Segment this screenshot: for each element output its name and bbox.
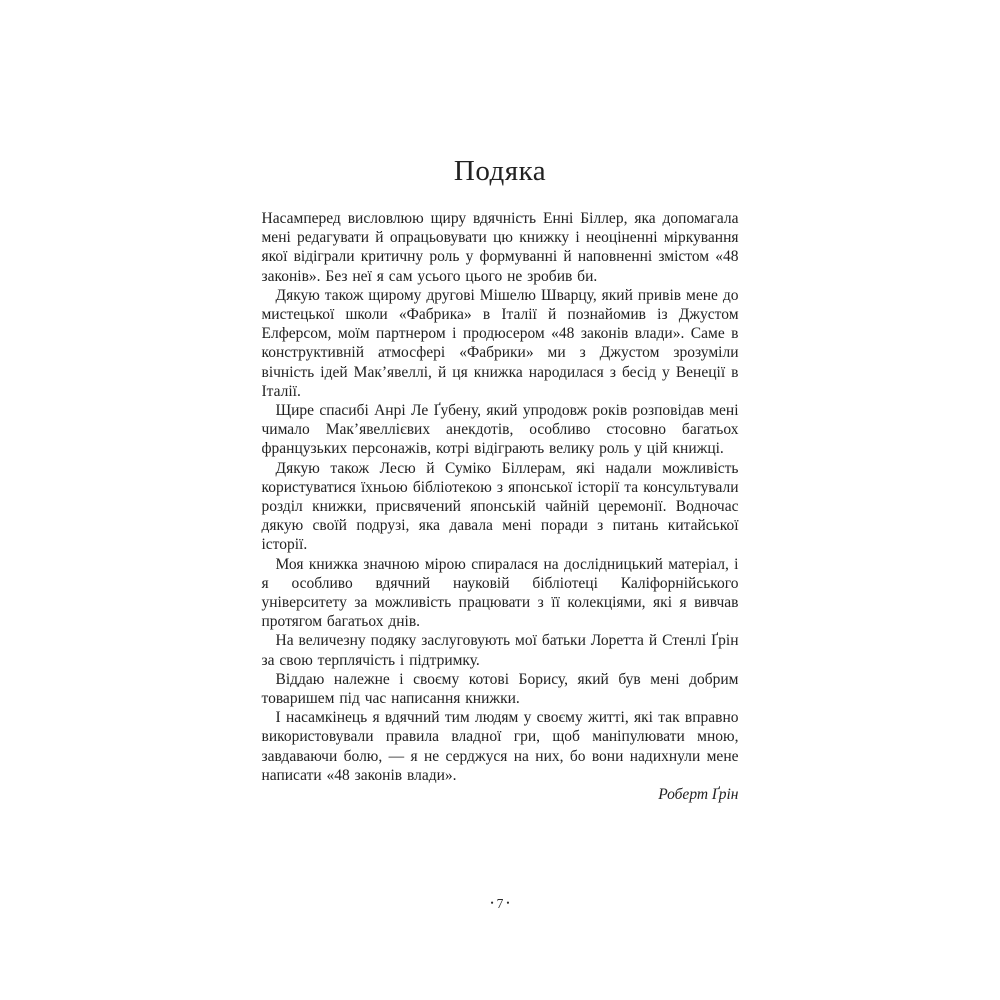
paragraph: Насамперед висловлюю щиру вдячність Енні Біллер, яка допомагала мені редагувати й опрацьовувати цю книжку і неоціненні міркування якої відіграли критичну роль у формуванні й наповненні змістом «48 законів». Без неї я сам усього цього не зробив би. [261,210,739,285]
paragraph: Дякую також щирому другові Мішелю Шварцу, який привів мене до мистецької школи «Фабрика» в Італії й познайомив із Джустом Елферсом, моїм партнером і продюсером «48 законів влади». Саме в конструктивній атмосфері «Фабрики» ми з Джустом зрозуміли вічність ідей Мак’явеллі, й ця книжка народилася з бесід у Венеції в Італії. [261,286,739,400]
folio-right-ornament: • [506,898,510,909]
paragraph: Моя книжка значною мірою спиралася на дослідницький матеріал, і я особливо вдячний науковій бібліотеці Каліфорнійського університету за можливість працювати з її колекціями, які я вивчав протягом багатьох днів. [261,555,739,631]
paragraph: На величезну подяку заслуговують мої батьки Лоретта й Стенлі Ґрін за свою терплячість і підтримку. [261,632,739,669]
author-signature: Роберт Ґрін [658,786,739,804]
paragraph: Дякую також Лесю й Суміко Біллерам, які надали можливість користуватися їхньою бібліотекою з японської історії та консультували розділ книжки, присвячений японській чайній церемонії. Водночас дякую своїй подрузі, яка давала мені поради з питань китайської історії. [261,459,739,554]
page-number [262,894,739,913]
paragraph: І насамкінець я вдячний тим людям у своєму житті, які так вправно використовували правила владної гри, щоб маніпулювати мною, завдаваючи болю, — я не серджуся на них, бо вони надихнули мене написати «48 законів влади». [261,709,739,784]
chapter-title: Подяка [453,155,547,187]
folio-number: 7 [496,896,504,912]
folio-left-ornament: • [490,898,494,909]
chapter-body [262,209,739,785]
paragraph: Щире спасибі Анрі Ле Ґубену, який упродовж років розповідав мені чимало Мак’явеллієвих анекдотів, особливо стосовно багатьох французьких персонажів, котрі відіграють велику роль у цій книжці. [261,402,739,458]
book-page [262,0,739,914]
paragraph: Віддаю належне і своєму котові Борису, який був мені добрим товаришем під час написання книжки. [261,670,739,708]
